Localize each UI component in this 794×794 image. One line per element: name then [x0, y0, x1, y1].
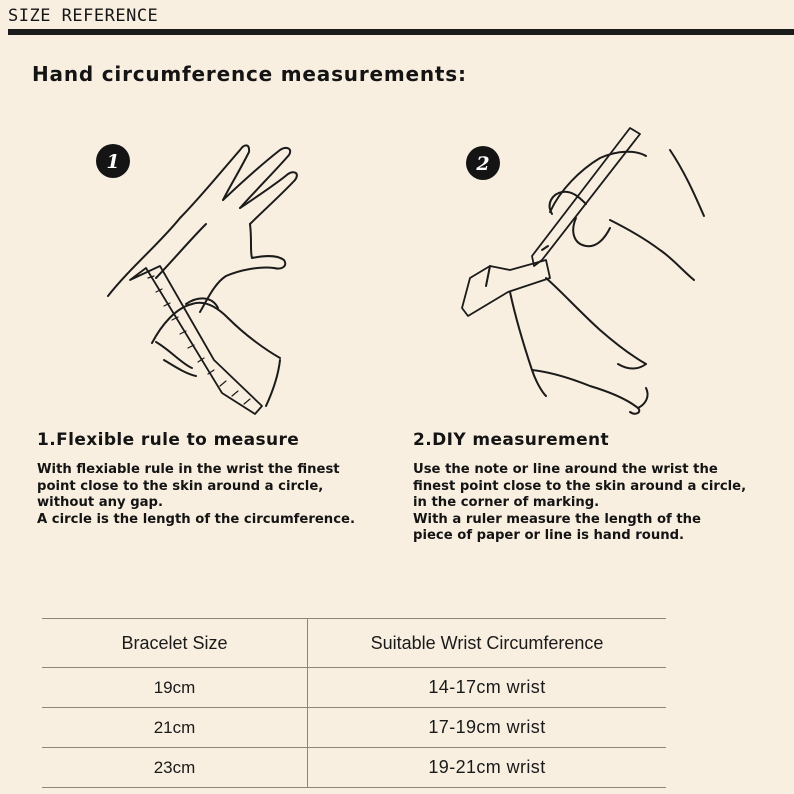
header-divider: [8, 29, 794, 35]
table-row: [42, 748, 666, 788]
step-2-badge-number: 2: [476, 153, 490, 175]
step-2-badge: [466, 146, 500, 180]
column-header-bracelet-size: Bracelet Size: [42, 619, 308, 668]
wrist-circumference-cell: 17-19cm wrist: [308, 708, 667, 748]
step-1-line: With flexiable rule in the wrist the finest: [37, 462, 340, 477]
step-2-line: finest point close to the skin around a circle,: [413, 478, 747, 494]
step-1-description: [37, 462, 409, 528]
wrist-circumference-cell: 14-17cm wrist: [308, 668, 667, 708]
table-row: [42, 708, 666, 748]
bracelet-size-cell: 21cm: [42, 708, 308, 748]
step-2-line: Use the note or line around the wrist the: [413, 462, 718, 477]
flexible-rule-illustration: [90, 128, 330, 428]
wrist-circumference-cell: 19-21cm wrist: [308, 748, 667, 788]
table-row: [42, 668, 666, 708]
step-2-line: With a ruler measure the length of the: [413, 511, 701, 527]
step-1-title: 1.Flexible rule to measure: [37, 430, 300, 450]
table-header-row: [42, 619, 666, 668]
bracelet-size-cell: 23cm: [42, 748, 308, 788]
step-1-line: without any gap.: [37, 495, 164, 511]
bracelet-size-cell: 19cm: [42, 668, 308, 708]
step-2-title: 2.DIY measurement: [413, 430, 610, 450]
step-2-line: in the corner of marking.: [413, 495, 600, 511]
step-2-line: piece of paper or line is hand round.: [413, 528, 685, 544]
diy-measurement-illustration: [450, 120, 710, 420]
header-title: SIZE REFERENCE: [8, 6, 159, 26]
section-heading: Hand circumference measurements:: [32, 62, 467, 86]
step-1-badge: [96, 144, 130, 178]
step-1-line: point close to the skin around a circle,: [37, 478, 324, 494]
step-2-description: [413, 462, 785, 545]
size-table: [42, 618, 666, 788]
column-header-wrist-circumference: Suitable Wrist Circumference: [308, 619, 667, 668]
step-1-line: A circle is the length of the circumference.: [37, 511, 355, 527]
step-1-badge-number: 1: [106, 151, 120, 173]
